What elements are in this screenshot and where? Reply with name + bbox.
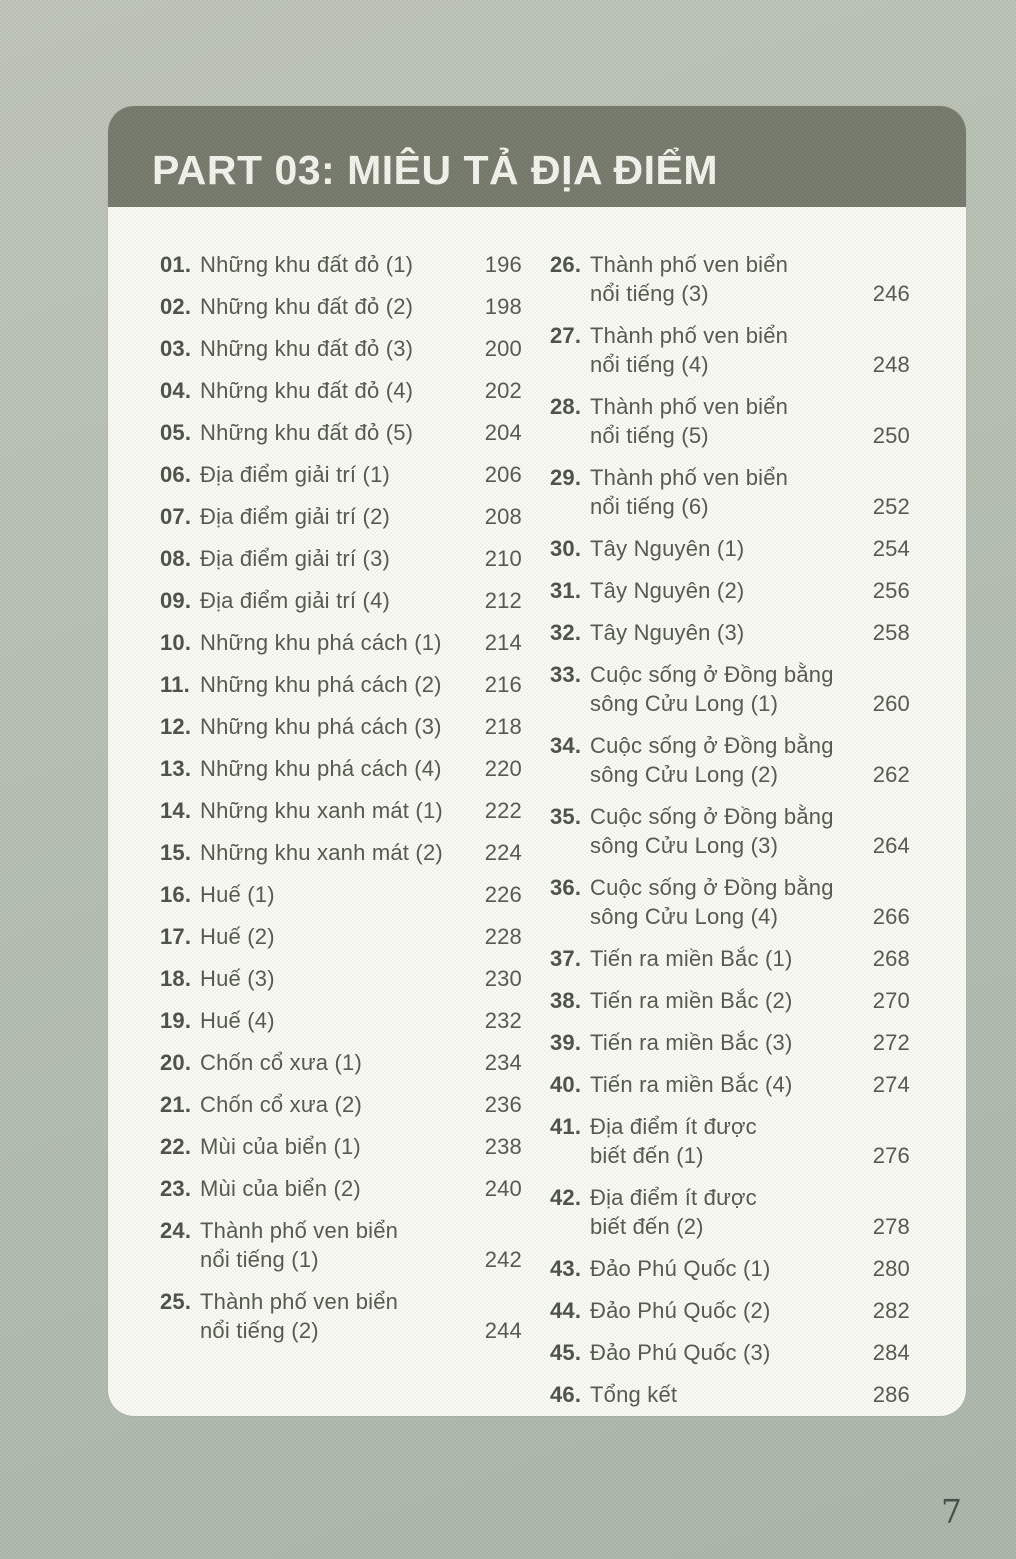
entry-title: Những khu phá cách (1): [200, 630, 442, 655]
entry-title: Địa điểm giải trí (3): [200, 546, 391, 571]
toc-entry: [550, 1254, 910, 1283]
entry-page-number: 226: [484, 882, 522, 907]
toc-entry: [160, 418, 522, 447]
toc-entry: [160, 670, 522, 699]
entry-title: Những khu phá cách (2): [200, 672, 442, 697]
entry-number: 07.: [160, 504, 192, 529]
entry-number: 33.: [550, 662, 582, 687]
entry-title: Những khu đất đỏ (1): [200, 252, 414, 277]
entry-title: Tiến ra miền Bắc (4): [590, 1072, 793, 1097]
entry-number: 13.: [160, 756, 192, 781]
toc-entry: [160, 1006, 522, 1035]
toc-entry: [550, 1338, 910, 1367]
entry-title: Cuộc sống ở Đồng bằng sông Cửu Long (2): [590, 733, 834, 787]
entry-page-number: 278: [872, 1214, 910, 1239]
toc-entry: [550, 1296, 910, 1325]
entry-number: 11.: [160, 672, 190, 697]
toc-columns: [108, 207, 966, 1422]
entry-page-number: 260: [872, 691, 910, 716]
toc-entry: [160, 796, 522, 825]
toc-entry: [550, 250, 910, 308]
entry-title: Địa điểm giải trí (4): [200, 588, 391, 613]
entry-page-number: 218: [484, 714, 522, 739]
toc-entry: [550, 392, 910, 450]
toc-left-column: [160, 250, 522, 1358]
entry-title: Tiến ra miền Bắc (2): [590, 988, 793, 1013]
entry-page-number: 274: [872, 1072, 910, 1097]
toc-entry: [550, 731, 910, 789]
toc-entry: [550, 321, 910, 379]
entry-number: 10.: [160, 630, 192, 655]
entry-number: 46.: [550, 1382, 582, 1407]
entry-title: Thành phố ven biển nổi tiếng (4): [590, 323, 789, 377]
entry-number: 18.: [160, 966, 192, 991]
toc-entry: [160, 712, 522, 741]
entry-number: 24.: [160, 1218, 192, 1243]
entry-number: 28.: [550, 394, 582, 419]
entry-page-number: 286: [872, 1382, 910, 1407]
entry-title: Đảo Phú Quốc (3): [590, 1340, 771, 1365]
entry-number: 09.: [160, 588, 192, 613]
entry-number: 32.: [550, 620, 582, 645]
entry-title: Những khu xanh mát (1): [200, 798, 443, 823]
entry-number: 34.: [550, 733, 582, 758]
entry-page-number: 254: [872, 536, 910, 561]
toc-entry: [550, 802, 910, 860]
entry-page-number: 250: [872, 423, 910, 448]
entry-page-number: 248: [872, 352, 910, 377]
toc-entry: [160, 1287, 522, 1345]
toc-entry: [160, 1132, 522, 1161]
entry-number: 19.: [160, 1008, 192, 1033]
toc-entry: [160, 880, 522, 909]
entry-page-number: 228: [484, 924, 522, 949]
entry-page-number: 210: [484, 546, 522, 571]
entry-title: Tiến ra miền Bắc (1): [590, 946, 793, 971]
entry-title: Địa điểm giải trí (1): [200, 462, 391, 487]
toc-entry: [550, 873, 910, 931]
entry-page-number: 224: [484, 840, 522, 865]
entry-title: Tây Nguyên (2): [590, 578, 745, 603]
entry-page-number: 222: [484, 798, 522, 823]
entry-number: 35.: [550, 804, 582, 829]
entry-number: 25.: [160, 1289, 192, 1314]
entry-title: Những khu đất đỏ (3): [200, 336, 414, 361]
entry-number: 22.: [160, 1134, 192, 1159]
entry-page-number: 284: [872, 1340, 910, 1365]
toc-entry: [160, 250, 522, 279]
toc-entry: [160, 334, 522, 363]
entry-page-number: 258: [872, 620, 910, 645]
entry-number: 37.: [550, 946, 582, 971]
entry-title: Tổng kết: [590, 1382, 678, 1407]
entry-number: 14.: [160, 798, 192, 823]
entry-title: Tiến ra miền Bắc (3): [590, 1030, 793, 1055]
toc-entry: [160, 1048, 522, 1077]
entry-page-number: 202: [484, 378, 522, 403]
entry-title: Huế (3): [200, 966, 275, 991]
toc-entry: [160, 628, 522, 657]
entry-number: 45.: [550, 1340, 582, 1365]
entry-title: Mùi của biển (2): [200, 1176, 361, 1201]
toc-entry: [550, 660, 910, 718]
toc-entry: [160, 460, 522, 489]
toc-entry: [160, 1090, 522, 1119]
entry-number: 20.: [160, 1050, 192, 1075]
entry-page-number: 200: [484, 336, 522, 361]
entry-page-number: 236: [484, 1092, 522, 1117]
toc-entry: [160, 502, 522, 531]
toc-entry: [550, 463, 910, 521]
entry-page-number: 246: [872, 281, 910, 306]
entry-number: 31.: [550, 578, 582, 603]
entry-number: 38.: [550, 988, 582, 1013]
entry-title: Chốn cổ xưa (1): [200, 1050, 363, 1075]
toc-entry: [160, 922, 522, 951]
toc-entry: [550, 1112, 910, 1170]
entry-page-number: 256: [872, 578, 910, 603]
entry-title: Thành phố ven biển nổi tiếng (1): [200, 1218, 399, 1272]
entry-number: 26.: [550, 252, 582, 277]
toc-entry: [550, 1070, 910, 1099]
toc-card: [108, 106, 966, 1416]
toc-entry: [550, 1028, 910, 1057]
entry-number: 17.: [160, 924, 192, 949]
entry-title: Cuộc sống ở Đồng bằng sông Cửu Long (1): [590, 662, 834, 716]
entry-page-number: 276: [872, 1143, 910, 1168]
entry-number: 06.: [160, 462, 192, 487]
toc-entry: [160, 586, 522, 615]
entry-page-number: 268: [872, 946, 910, 971]
toc-entry: [160, 838, 522, 867]
entry-page-number: 208: [484, 504, 522, 529]
entry-title: Những khu phá cách (4): [200, 756, 442, 781]
entry-title: Cuộc sống ở Đồng bằng sông Cửu Long (3): [590, 804, 834, 858]
entry-page-number: 220: [484, 756, 522, 781]
toc-entry: [160, 754, 522, 783]
toc-entry: [550, 986, 910, 1015]
entry-title: Đảo Phú Quốc (1): [590, 1256, 771, 1281]
entry-number: 16.: [160, 882, 192, 907]
entry-number: 36.: [550, 875, 582, 900]
toc-entry: [160, 292, 522, 321]
entry-number: 39.: [550, 1030, 582, 1055]
entry-title: Địa điểm giải trí (2): [200, 504, 391, 529]
entry-page-number: 238: [484, 1134, 522, 1159]
entry-number: 01.: [160, 252, 192, 277]
entry-page-number: 272: [872, 1030, 910, 1055]
entry-page-number: 232: [484, 1008, 522, 1033]
toc-entry: [160, 376, 522, 405]
entry-title: Thành phố ven biển nổi tiếng (6): [590, 465, 789, 519]
entry-title: Địa điểm ít được biết đến (1): [590, 1114, 757, 1168]
entry-page-number: 242: [484, 1247, 522, 1272]
entry-number: 23.: [160, 1176, 192, 1201]
entry-page-number: 244: [484, 1318, 522, 1343]
entry-number: 21.: [160, 1092, 192, 1117]
entry-page-number: 266: [872, 904, 910, 929]
toc-entry: [550, 1380, 910, 1409]
entry-number: 40.: [550, 1072, 582, 1097]
entry-page-number: 280: [872, 1256, 910, 1281]
entry-number: 03.: [160, 336, 192, 361]
entry-title: Thành phố ven biển nổi tiếng (3): [590, 252, 789, 306]
entry-page-number: 262: [872, 762, 910, 787]
entry-title: Những khu đất đỏ (4): [200, 378, 414, 403]
toc-entry: [160, 544, 522, 573]
entry-page-number: 264: [872, 833, 910, 858]
entry-number: 05.: [160, 420, 192, 445]
entry-title: Huế (4): [200, 1008, 275, 1033]
entry-number: 02.: [160, 294, 192, 319]
entry-page-number: 282: [872, 1298, 910, 1323]
toc-entry: [160, 1216, 522, 1274]
entry-title: Tây Nguyên (3): [590, 620, 745, 645]
toc-entry: [550, 944, 910, 973]
entry-number: 29.: [550, 465, 582, 490]
entry-number: 41.: [550, 1114, 582, 1139]
entry-title: Đảo Phú Quốc (2): [590, 1298, 771, 1323]
toc-entry: [160, 964, 522, 993]
entry-page-number: 196: [484, 252, 522, 277]
toc-entry: [160, 1174, 522, 1203]
entry-title: Thành phố ven biển nổi tiếng (5): [590, 394, 789, 448]
entry-number: 27.: [550, 323, 582, 348]
entry-page-number: 234: [484, 1050, 522, 1075]
toc-entry: [550, 534, 910, 563]
entry-title: Huế (1): [200, 882, 275, 907]
toc-right-column: [550, 250, 910, 1422]
entry-page-number: 204: [484, 420, 522, 445]
entry-title: Những khu xanh mát (2): [200, 840, 443, 865]
entry-page-number: 270: [872, 988, 910, 1013]
toc-entry: [550, 1183, 910, 1241]
entry-number: 12.: [160, 714, 192, 739]
entry-number: 08.: [160, 546, 192, 571]
entry-title: Huế (2): [200, 924, 275, 949]
entry-page-number: 240: [484, 1176, 522, 1201]
part-title: PART 03: MIÊU TẢ ĐỊA ĐIỂM: [152, 147, 719, 193]
entry-title: Thành phố ven biển nổi tiếng (2): [200, 1289, 399, 1343]
entry-page-number: 214: [484, 630, 522, 655]
page-number: 7: [941, 1492, 962, 1531]
part-header-banner: [108, 106, 966, 207]
entry-title: Mùi của biển (1): [200, 1134, 361, 1159]
entry-number: 43.: [550, 1256, 582, 1281]
entry-page-number: 230: [484, 966, 522, 991]
entry-number: 42.: [550, 1185, 582, 1210]
entry-page-number: 206: [484, 462, 522, 487]
entry-number: 15.: [160, 840, 192, 865]
entry-title: Chốn cổ xưa (2): [200, 1092, 363, 1117]
entry-title: Cuộc sống ở Đồng bằng sông Cửu Long (4): [590, 875, 834, 929]
entry-title: Tây Nguyên (1): [590, 536, 745, 561]
entry-number: 44.: [550, 1298, 582, 1323]
entry-page-number: 198: [484, 294, 522, 319]
entry-page-number: 216: [484, 672, 522, 697]
entry-page-number: 252: [872, 494, 910, 519]
entry-page-number: 212: [484, 588, 522, 613]
toc-entry: [550, 618, 910, 647]
entry-title: Những khu phá cách (3): [200, 714, 442, 739]
entry-title: Những khu đất đỏ (5): [200, 420, 414, 445]
entry-number: 30.: [550, 536, 582, 561]
entry-title: Địa điểm ít được biết đến (2): [590, 1185, 757, 1239]
entry-title: Những khu đất đỏ (2): [200, 294, 414, 319]
toc-entry: [550, 576, 910, 605]
entry-number: 04.: [160, 378, 192, 403]
